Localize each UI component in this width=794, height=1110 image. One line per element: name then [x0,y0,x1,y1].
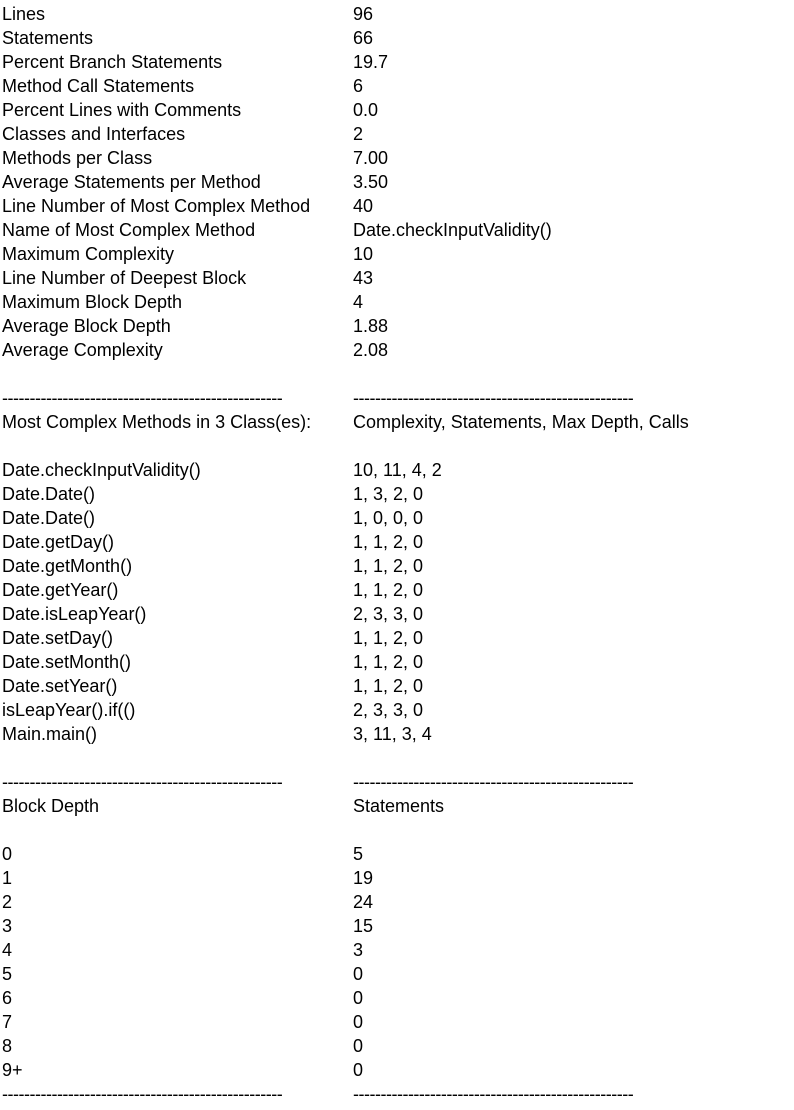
separator-line [2,386,792,410]
methods-header-right: Complexity, Statements, Max Depth, Calls [353,412,689,432]
depth-level: 6 [2,988,13,1008]
separator-line [2,770,792,794]
spacer [2,434,792,458]
metric-row [2,146,792,170]
method-name: Date.setDay() [2,628,114,648]
depth-header-left: Block Depth [2,796,100,816]
metric-row [2,242,792,266]
method-stats: 1, 1, 2, 0 [353,652,424,672]
depth-level: 1 [2,868,13,888]
method-name: Date.setMonth() [2,652,132,672]
method-stats: 1, 0, 0, 0 [353,508,424,528]
metric-label: Methods per Class [2,148,153,168]
method-name: Date.getDay() [2,532,115,552]
metric-label: Average Block Depth [2,316,171,336]
metric-label: Maximum Block Depth [2,292,183,312]
depth-statements: 0 [353,1012,364,1032]
method-stats: 3, 11, 3, 4 [353,724,432,744]
metric-row [2,314,792,338]
depth-level: 8 [2,1036,13,1056]
method-name: Date.setYear() [2,676,118,696]
method-row [2,578,792,602]
metric-row [2,26,792,50]
metric-value: 66 [353,28,374,48]
metric-row [2,218,792,242]
separator-right: --------------------------------------------------- [353,772,634,792]
methods-header-left: Most Complex Methods in 3 Class(es): [2,412,312,432]
depth-level: 0 [2,844,13,864]
method-stats: 2, 3, 3, 0 [353,604,424,624]
metric-label: Line Number of Deepest Block [2,268,247,288]
depth-statements: 0 [353,1060,364,1080]
metric-value: 0.0 [353,100,379,120]
metric-row [2,290,792,314]
depth-row [2,890,792,914]
separator-line [2,1082,792,1106]
metrics-report [2,2,792,1106]
depth-statements: 19 [353,868,374,888]
metric-value: 19.7 [353,52,389,72]
metric-label: Lines [2,4,46,24]
metric-row [2,266,792,290]
method-name: Date.getMonth() [2,556,133,576]
depth-level: 9+ [2,1060,23,1080]
metric-label: Method Call Statements [2,76,195,96]
method-row [2,698,792,722]
summary-metrics [2,2,792,362]
spacer [2,746,792,770]
methods-header [2,410,792,434]
metric-value: 6 [353,76,364,96]
method-name: Date.checkInputValidity() [2,460,201,480]
depth-row [2,914,792,938]
depth-row [2,962,792,986]
metric-row [2,170,792,194]
depth-header-right: Statements [353,796,445,816]
method-name: isLeapYear().if(() [2,700,136,720]
depth-header [2,794,792,818]
depth-statements: 0 [353,988,364,1008]
block-depth-section [2,794,792,1082]
method-name: Date.getYear() [2,580,119,600]
metric-label: Statements [2,28,94,48]
metric-row [2,2,792,26]
separator-left: --------------------------------------------------- [2,1084,283,1104]
method-row [2,650,792,674]
depth-statements: 5 [353,844,364,864]
method-stats: 1, 1, 2, 0 [353,580,424,600]
separator-left: --------------------------------------------------- [2,772,283,792]
metric-label: Maximum Complexity [2,244,175,264]
method-name: Date.Date() [2,508,96,528]
metric-value: 3.50 [353,172,389,192]
method-row [2,458,792,482]
depth-statements: 24 [353,892,374,912]
method-stats: 10, 11, 4, 2 [353,460,442,480]
depth-row [2,1010,792,1034]
depth-statements: 3 [353,940,364,960]
metric-value: 10 [353,244,374,264]
metric-row [2,74,792,98]
metric-value: 40 [353,196,374,216]
separator-right: --------------------------------------------------- [353,388,634,408]
methods-section [2,410,792,746]
method-stats: 2, 3, 3, 0 [353,700,424,720]
depth-level: 2 [2,892,13,912]
depth-row [2,1058,792,1082]
metric-label: Average Complexity [2,340,163,360]
metric-label: Line Number of Most Complex Method [2,196,311,216]
metric-label: Name of Most Complex Method [2,220,256,240]
depth-level: 7 [2,1012,13,1032]
metric-value: 4 [353,292,364,312]
separator-right: --------------------------------------------------- [353,1084,634,1104]
metric-row [2,194,792,218]
method-row [2,482,792,506]
metric-label: Average Statements per Method [2,172,261,192]
metric-value: 2 [353,124,364,144]
metric-row [2,122,792,146]
method-name: Date.isLeapYear() [2,604,147,624]
metric-label: Percent Lines with Comments [2,100,242,120]
method-stats: 1, 1, 2, 0 [353,628,424,648]
depth-row [2,938,792,962]
method-row [2,554,792,578]
method-stats: 1, 3, 2, 0 [353,484,424,504]
method-row [2,506,792,530]
metric-value: 7.00 [353,148,389,168]
method-name: Date.Date() [2,484,96,504]
depth-row [2,986,792,1010]
spacer [2,362,792,386]
metric-row [2,338,792,362]
metric-value: 2.08 [353,340,389,360]
method-stats: 1, 1, 2, 0 [353,556,424,576]
depth-row [2,866,792,890]
method-stats: 1, 1, 2, 0 [353,676,424,696]
metric-value: 43 [353,268,374,288]
depth-statements: 15 [353,916,374,936]
method-name: Main.main() [2,724,98,744]
depth-statements: 0 [353,964,364,984]
method-stats: 1, 1, 2, 0 [353,532,424,552]
method-row [2,626,792,650]
metric-label: Percent Branch Statements [2,52,223,72]
depth-level: 3 [2,916,13,936]
depth-level: 5 [2,964,13,984]
metric-row [2,98,792,122]
metric-value: 1.88 [353,316,389,336]
metric-row [2,50,792,74]
method-row [2,530,792,554]
depth-statements: 0 [353,1036,364,1056]
method-row [2,722,792,746]
depth-row [2,1034,792,1058]
separator-left: --------------------------------------------------- [2,388,283,408]
metric-value: 96 [353,4,374,24]
depth-row [2,842,792,866]
depth-level: 4 [2,940,13,960]
method-row [2,602,792,626]
metric-value: Date.checkInputValidity() [353,220,552,240]
method-row [2,674,792,698]
metric-label: Classes and Interfaces [2,124,186,144]
spacer [2,818,792,842]
